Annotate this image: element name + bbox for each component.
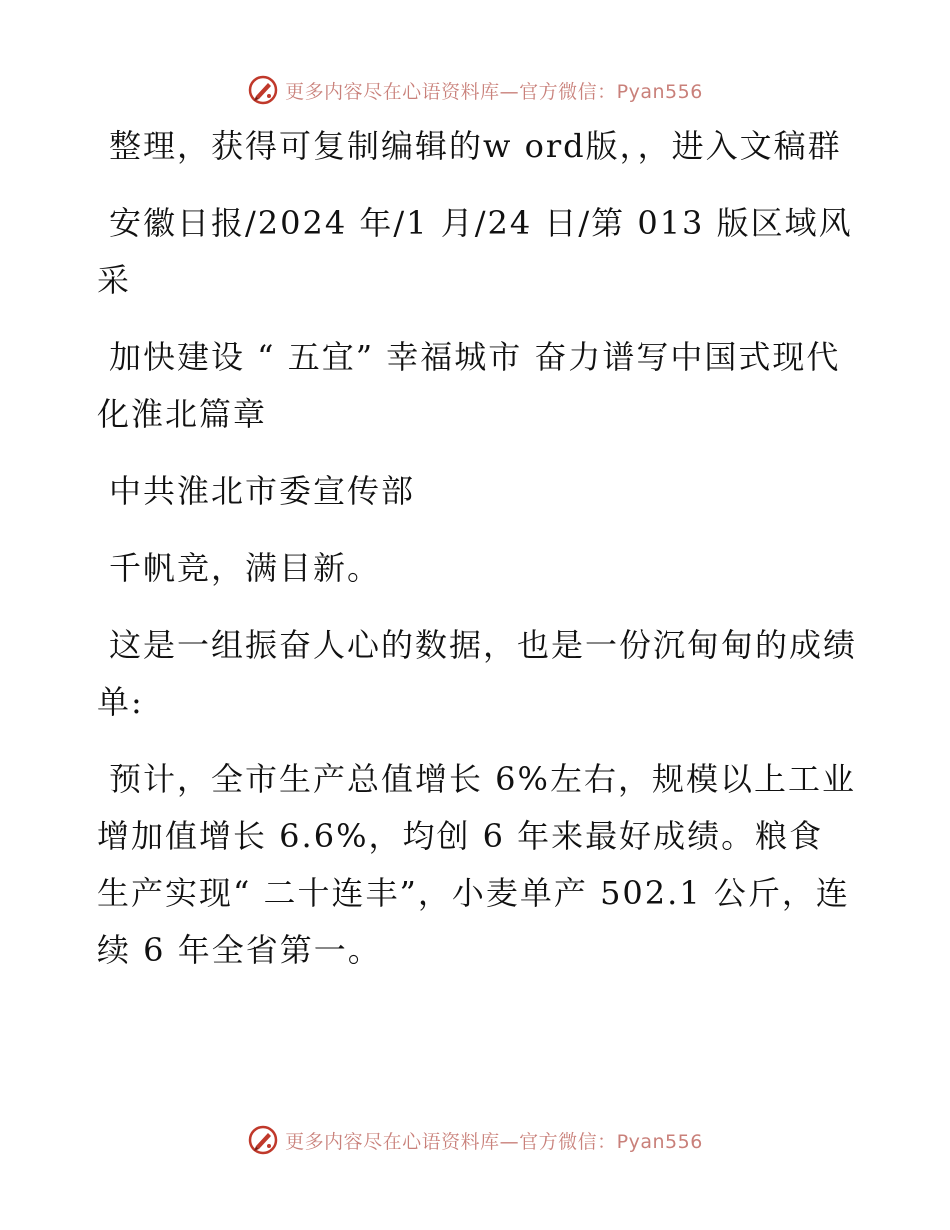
paragraph-intro: 整理，获得可复制编辑的w ord版，，进入文稿群 — [109, 127, 842, 165]
paragraph-headline: 加快建设 “ 五宜” 幸福城市 奋力谱写中国式现代化淮北篇章 — [97, 338, 841, 433]
paragraph-statistics: 预计，全市生产总值增长 6%左右，规模以上工业增加值增长 6.6%，均创 6 年来最好成绩。粮食生产实现“ 二十连丰”，小麦单产 502.1 公斤，连续 6 年全省第一。 — [97, 760, 856, 969]
header-watermark-banner — [0, 70, 950, 110]
paragraph-summary: 这是一组振奋人心的数据，也是一份沉甸甸的成绩单: — [97, 626, 858, 721]
paragraph-source: 安徽日报/2024 年/1 月/24 日/第 013 版区域风采 — [97, 204, 853, 299]
paragraph-author: 中共淮北市委宣传部 — [109, 472, 416, 510]
footer-watermark-banner — [0, 1120, 950, 1160]
document-body — [97, 118, 857, 999]
paragraph-lead: 千帆竞，满目新。 — [109, 549, 382, 587]
pen-logo-icon — [247, 1124, 279, 1156]
pen-logo-icon — [247, 74, 279, 106]
header-banner-text: 更多内容尽在心语资料库—官方微信：Pyan556 — [285, 80, 703, 103]
footer-banner-text: 更多内容尽在心语资料库—官方微信：Pyan556 — [285, 1130, 703, 1153]
